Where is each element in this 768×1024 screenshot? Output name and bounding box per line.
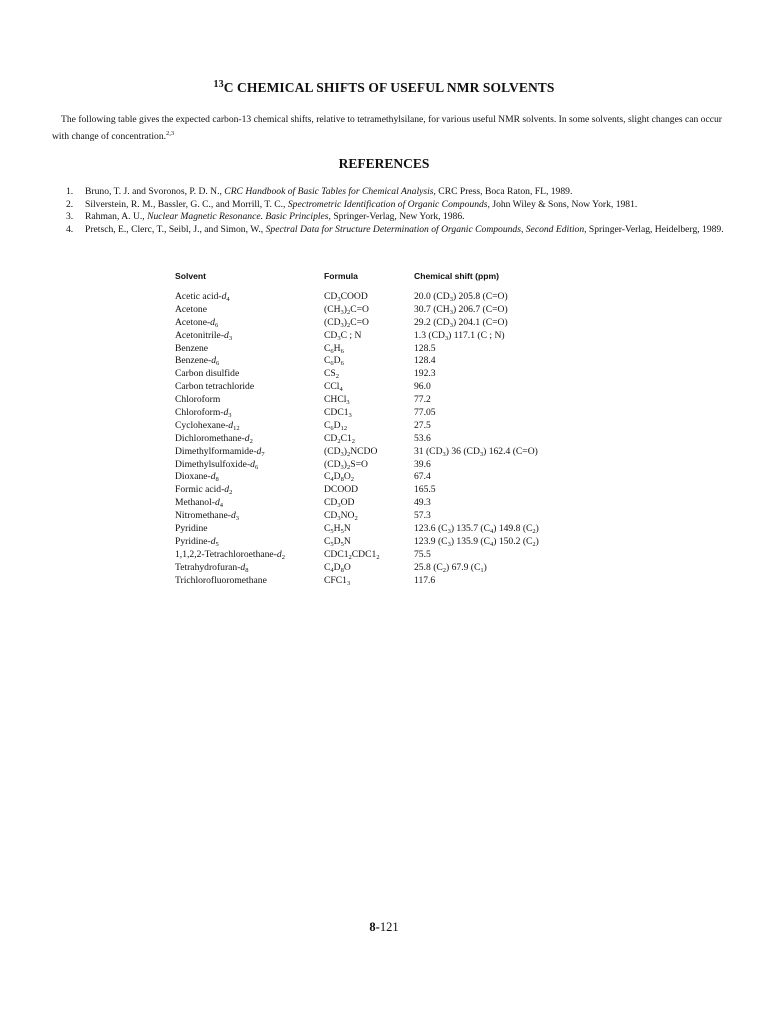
formula-cell: $C_5D_5N$ xyxy=(324,535,351,548)
solvent-cell xyxy=(175,355,324,368)
header-formula: Formula xyxy=(324,271,358,281)
deuteration-label: d xyxy=(230,510,236,522)
reference-title: CRC Handbook of Basic Tables for Chemical Analysis xyxy=(224,186,434,197)
table-row xyxy=(175,381,644,394)
chemical-shift-cell: 128.5 xyxy=(414,342,436,354)
deuteration-label: d xyxy=(214,497,220,509)
table-row xyxy=(175,446,644,459)
deuteration-label: d xyxy=(224,484,230,496)
chemical-shift-cell: 117.6 xyxy=(414,574,436,586)
deuteration-count: 6 xyxy=(254,463,259,471)
table-row xyxy=(175,471,644,484)
table-header-row xyxy=(175,271,644,291)
solvent-name: Acetone xyxy=(175,303,207,315)
deuteration-count: 7 xyxy=(261,450,265,458)
solvent-name: Chloroform xyxy=(175,394,221,406)
table-row xyxy=(175,420,644,433)
table-row xyxy=(175,575,644,588)
reference-title: Nuclear Magnetic Resonance. Basic Principles, xyxy=(147,211,331,223)
solvent-name: Acetonitrile- xyxy=(175,329,225,341)
reference-publisher: , Springer-Verlag, Heidelberg, 1989. xyxy=(584,223,724,235)
table-row xyxy=(175,562,644,575)
table-row xyxy=(175,484,644,497)
solvent-name: Formic acid- xyxy=(175,484,225,496)
formula-cell: $C_5H_5N$ xyxy=(324,523,351,536)
table-row xyxy=(175,497,644,510)
solvent-cell xyxy=(175,394,324,407)
solvent-cell xyxy=(175,459,324,472)
title-superscript: 13 xyxy=(213,79,224,90)
deuteration-label: d xyxy=(221,291,227,302)
reference-publisher: John Wiley & Sons, Now York, 1981. xyxy=(489,198,638,210)
chemical-shift-cell: 30.7 $(CH_3)$ 206.7 (C=O) xyxy=(414,303,508,316)
formula-cell: $CDC1_2CDC1_2$ xyxy=(324,548,380,561)
deuteration-count: 12 xyxy=(233,424,240,432)
reference-publisher: Springer-Verlag, New York, 1986. xyxy=(330,211,465,223)
page-number-section: 8- xyxy=(369,920,380,934)
solvent-name: Dimethylsulfoxide- xyxy=(175,458,251,470)
page-number-value: 121 xyxy=(379,920,399,934)
table-row xyxy=(175,304,644,317)
chemical-shift-cell: 39.6 xyxy=(414,458,431,470)
solvent-cell xyxy=(175,433,324,446)
solvent-name: Tetrahydrofuran- xyxy=(175,561,241,573)
deuteration-count: 5 xyxy=(215,540,219,548)
deuteration-count: 3 xyxy=(228,334,233,342)
formula-cell: $CD_2C1_2$ xyxy=(324,432,356,445)
solvent-name: Carbon tetrachloride xyxy=(175,381,255,393)
intro-text: The following table gives the expected carbon-13 chemical shifts, relative to tetramethylsilane, for various useful NMR solvents. In some solvents, slight changes can occur with change of concentration. xyxy=(52,114,722,143)
solvent-name: Dioxane- xyxy=(175,471,211,483)
chemical-shift-cell: 49.3 xyxy=(414,497,431,509)
references-list xyxy=(66,186,726,236)
table-row xyxy=(175,355,644,368)
chemical-shift-cell: 77.05 xyxy=(414,407,436,419)
deuteration-label: d xyxy=(240,561,246,573)
solvent-name: Dimethylformamide- xyxy=(175,445,257,457)
chemical-shift-cell: 192.3 xyxy=(414,368,436,380)
formula-cell: $C_6D_{12}$ xyxy=(324,419,348,432)
formula-cell: $C_6H_6$ xyxy=(324,342,344,355)
chemical-shift-cell: 57.3 xyxy=(414,510,431,522)
solvent-name: 1,1,2,2-Tetrachloroethane- xyxy=(175,548,277,560)
reference-title: Spectral Data for Structure Determination of Organic Compounds, Second Edition xyxy=(265,223,585,235)
header-solvent: Solvent xyxy=(175,271,207,281)
solvent-cell xyxy=(175,381,324,394)
solvent-cell xyxy=(175,536,324,549)
solvent-cell xyxy=(175,304,324,317)
formula-cell: CCl$_4$ xyxy=(324,381,343,394)
reference-item xyxy=(66,224,726,237)
formula-cell: DCOOD xyxy=(324,484,359,496)
solvent-cell xyxy=(175,368,324,381)
table-row xyxy=(175,433,644,446)
chemical-shift-cell: 31 $(CD_3)$ 36 $(CD_3)$ 162.4 (C=O) xyxy=(414,445,538,458)
formula-cell: $CD_3C$ ; N xyxy=(324,329,362,342)
formula-cell: $(CD_3)_2S=O$ xyxy=(324,458,368,471)
table-row xyxy=(175,459,644,472)
formula-cell: $C_6D_6$ xyxy=(324,355,344,368)
chemical-shift-cell: 123.9 $(C_3)$ 135.9 $(C_4)$ 150.2 $(C_2)$ xyxy=(414,535,539,548)
formula-cell: $CD_3OD$ xyxy=(324,497,355,510)
reference-authors: Pretsch, E., Clerc, T., Seibl, J., and Simon, W., xyxy=(85,223,266,235)
deuteration-count: 6 xyxy=(214,321,219,329)
solvent-cell xyxy=(175,497,324,510)
reference-number: 2. xyxy=(66,198,74,210)
solvent-name: Pyridine xyxy=(175,523,208,535)
deuteration-count: 8 xyxy=(245,566,249,574)
chemical-shift-cell: 29.2 $(CD_3)$ 204.1 (C=O) xyxy=(414,316,508,329)
chemical-shift-cell: 1.3 $(CD_3)$ 117.1 (C ; N) xyxy=(414,329,505,342)
solvent-name: Carbon disulfide xyxy=(175,368,240,380)
deuteration-label: d xyxy=(211,355,217,367)
chemical-shift-cell: 165.5 xyxy=(414,484,436,496)
solvent-cell xyxy=(175,523,324,536)
table-body xyxy=(175,291,644,587)
deuteration-label: d xyxy=(256,445,262,457)
solvent-name: Acetic acid- xyxy=(175,291,222,302)
deuteration-label: d xyxy=(228,419,234,431)
solvent-name: Benzene- xyxy=(175,355,212,367)
intro-paragraph xyxy=(52,113,722,144)
deuteration-label: d xyxy=(276,548,282,560)
solvent-name: Dichloromethane- xyxy=(175,432,245,444)
deuteration-label: d xyxy=(210,535,216,547)
header-chemical-shift: Chemical shift (ppm) xyxy=(414,271,499,281)
chemical-shift-cell: 128.4 xyxy=(414,355,436,367)
page-title xyxy=(0,80,768,96)
formula-cell: $C_4D_8O_2$ xyxy=(324,471,355,484)
chemical-shift-cell: 27.5 xyxy=(414,419,431,431)
solvent-cell xyxy=(175,420,324,433)
page-number xyxy=(0,920,768,935)
references-heading: REFERENCES xyxy=(338,156,430,171)
table-row xyxy=(175,317,644,330)
solvent-cell xyxy=(175,446,324,459)
solvent-cell xyxy=(175,549,324,562)
reference-authors: Bruno, T. J. and Svoronos, P. D. N., xyxy=(85,186,225,197)
chemical-shift-table xyxy=(175,271,644,587)
solvent-cell xyxy=(175,484,324,497)
table-row xyxy=(175,549,644,562)
solvent-name: Pyridine- xyxy=(175,535,211,547)
formula-cell: $C_4D_8O$ xyxy=(324,561,351,574)
deuteration-label: d xyxy=(244,432,250,444)
reference-item xyxy=(66,186,726,199)
chemical-shift-cell: 96.0 xyxy=(414,381,431,393)
solvent-name: Methanol- xyxy=(175,497,215,509)
table-row xyxy=(175,368,644,381)
chemical-shift-cell: 123.6 $(C_3)$ 135.7 $(C_4)$ 149.8 $(C_2)$ xyxy=(414,523,539,536)
solvent-name: Acetone- xyxy=(175,316,211,328)
table-row xyxy=(175,343,644,356)
solvent-cell xyxy=(175,562,324,575)
solvent-name: Cyclohexane- xyxy=(175,419,229,431)
intro-ref-superscript: 2,3 xyxy=(166,130,175,137)
table-row xyxy=(175,407,644,420)
solvent-cell xyxy=(175,317,324,330)
deuteration-count: 4 xyxy=(219,502,224,510)
formula-cell: $(CD_3)_2NCDO$ xyxy=(324,445,378,458)
deuteration-count: 2 xyxy=(249,437,253,445)
deuteration-label: d xyxy=(223,407,229,419)
reference-authors: Silverstein, R. M., Bassler, G. C., and Morrill, T. C., xyxy=(85,198,288,210)
table-row xyxy=(175,523,644,536)
solvent-cell xyxy=(175,575,324,588)
deuteration-count: 2 xyxy=(281,553,285,561)
deuteration-count: 4 xyxy=(226,296,230,303)
formula-cell: $CD_3NO_2$ xyxy=(324,510,358,523)
solvent-cell xyxy=(175,510,324,523)
reference-number: 3. xyxy=(66,211,74,223)
solvent-name: Nitromethane- xyxy=(175,510,231,522)
solvent-cell xyxy=(175,471,324,484)
formula-cell: $CFC1_3$ xyxy=(324,574,351,587)
chemical-shift-cell: 25.8 $(C_2)$ 67.9 $(C_1)$ xyxy=(414,561,487,574)
title-text: C CHEMICAL SHIFTS OF USEFUL NMR SOLVENTS xyxy=(223,80,555,95)
deuteration-count: 6 xyxy=(216,360,220,368)
table-row xyxy=(175,536,644,549)
deuteration-count: 3 xyxy=(228,412,232,420)
reference-authors: Rahman, A. U., xyxy=(85,211,148,223)
formula-cell: $CDC1_3$ xyxy=(324,407,352,420)
deuteration-label: d xyxy=(210,316,215,328)
solvent-cell xyxy=(175,407,324,420)
table-row xyxy=(175,394,644,407)
deuteration-count: 3 xyxy=(235,515,239,523)
formula-cell: $CD_3COOD$ xyxy=(324,291,368,303)
deuteration-label: d xyxy=(250,458,255,470)
chemical-shift-cell: 67.4 xyxy=(414,471,431,483)
table-row xyxy=(175,291,644,304)
reference-number: 4. xyxy=(66,223,74,235)
solvent-name: Trichlorofluoromethane xyxy=(175,574,267,586)
deuteration-count: 8 xyxy=(215,476,219,484)
solvent-cell xyxy=(175,330,324,343)
solvent-cell xyxy=(175,291,324,304)
chemical-shift-cell: 77.2 xyxy=(414,394,431,406)
deuteration-label: d xyxy=(224,329,229,341)
solvent-name: Chloroform- xyxy=(175,407,224,419)
chemical-shift-cell: 75.5 xyxy=(414,548,431,560)
reference-item xyxy=(66,199,726,212)
deuteration-count: 2 xyxy=(229,489,233,497)
reference-item xyxy=(66,211,726,224)
reference-number: 1. xyxy=(66,186,74,197)
table-row xyxy=(175,330,644,343)
solvent-name: Benzene xyxy=(175,342,209,354)
reference-title: Spectrometric Identification of Organic Compounds, xyxy=(287,198,490,210)
formula-cell: $(CD_3)_2C=O$ xyxy=(324,316,369,329)
formula-cell: CHCl$_3$ xyxy=(324,394,350,407)
chemical-shift-cell: 20.0 $(CD_3)$ 205.8 (C=O) xyxy=(414,291,508,303)
solvent-cell xyxy=(175,343,324,356)
deuteration-label: d xyxy=(210,471,216,483)
chemical-shift-cell: 53.6 xyxy=(414,432,431,444)
formula-cell: $CS_2$ xyxy=(324,368,339,381)
table-row xyxy=(175,510,644,523)
reference-publisher: , CRC Press, Boca Raton, FL, 1989. xyxy=(433,186,573,197)
formula-cell: $(CH_3)_2C=O$ xyxy=(324,303,369,316)
